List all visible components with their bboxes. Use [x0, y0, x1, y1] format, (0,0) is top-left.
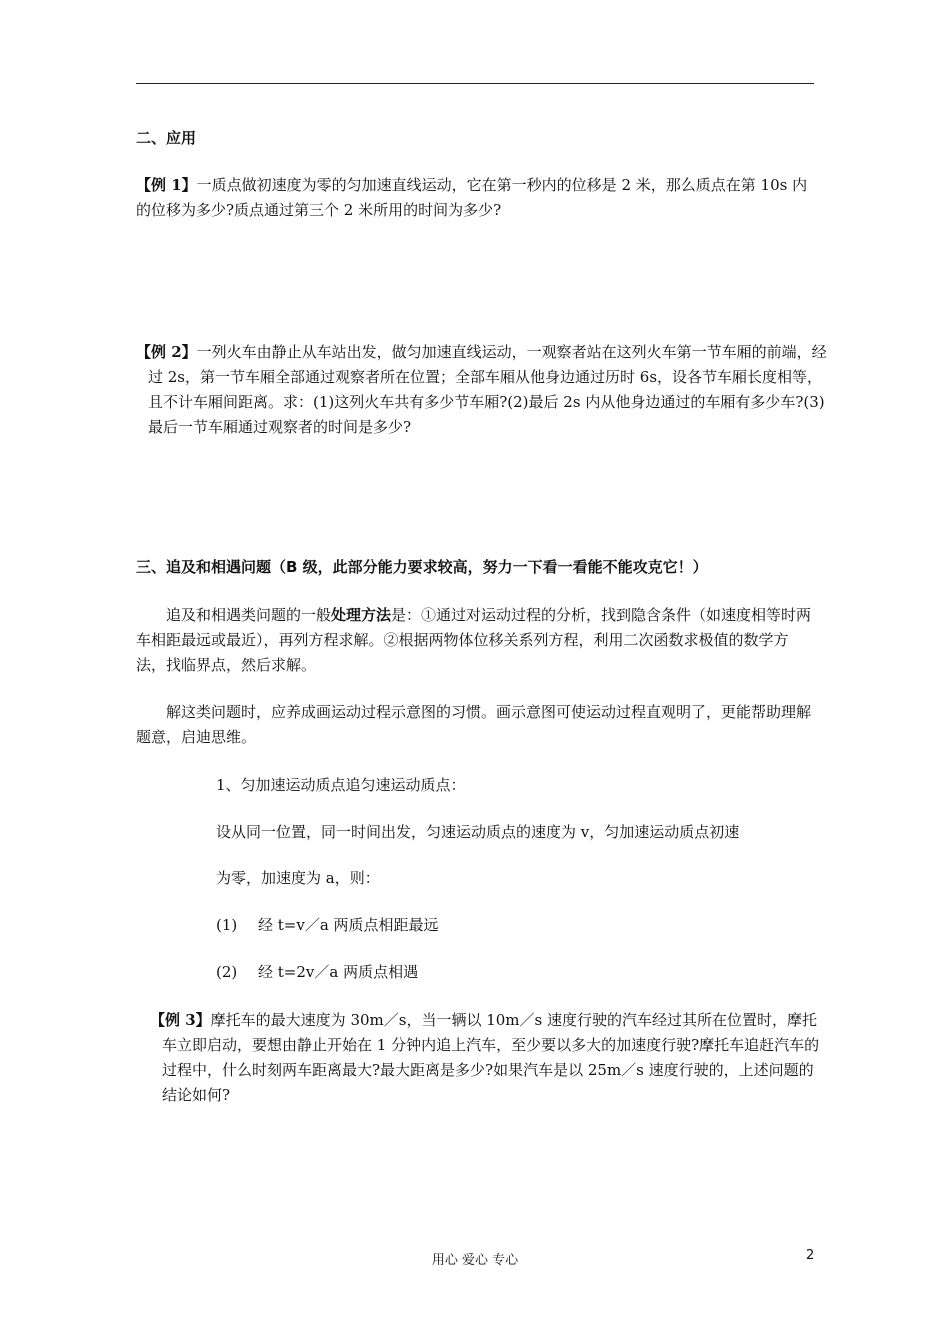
item-1-line-2: 为零，加速度为 a，则： — [216, 869, 380, 887]
example-3-tag: 【例 3】 — [150, 1011, 211, 1029]
section3-heading: 三、追及和相遇问题（B 级，此部分能力要求较高，努力一下看一看能不能攻克它！） — [136, 558, 708, 576]
condition-2 — [216, 960, 418, 985]
diagram-advice-paragraph: 解这类问题时，应养成画运动过程示意图的习惯。画示意图可使运动过程直观明了，更能帮助理解题意，启迪思维。 — [136, 703, 812, 746]
section2-heading: 二、应用 — [136, 129, 197, 147]
item-1-title: 1、匀加速运动质点追匀速运动质点： — [216, 776, 466, 794]
method-text-a: 追及和相遇类问题的一般 — [166, 606, 332, 624]
page-number: 2 — [806, 1248, 815, 1263]
footer-slogan: 用心 爱心 专心 — [431, 1253, 519, 1268]
example-2 — [136, 340, 828, 440]
example-1 — [136, 173, 816, 223]
condition-2-number: (2) — [216, 963, 238, 981]
example-2-text: 一列火车由静止从车站出发，做匀加速直线运动，一观察者站在这列火车第一节车厢的前端，经过 2s，第一节车厢全部通过观察者所在位置；全部车厢从他身边通过历时 6s，设各节车厢长度相等，且不计车厢间距离。求：(1)这列火车共有多少节车厢?(2)最后 2s 内从他身边通过的车厢有多少车?(3)最后一节车厢通过观察者的时间是多少? — [148, 343, 827, 436]
item-1-line-1: 设从同一位置，同一时间出发，匀速运动质点的速度为 v，匀加速运动质点初速 — [216, 823, 740, 841]
method-paragraph — [136, 603, 816, 678]
example-2-tag: 【例 2】 — [136, 343, 197, 361]
example-1-tag: 【例 1】 — [136, 176, 197, 194]
condition-1-text: 经 t=v／a 两质点相距最远 — [258, 916, 439, 934]
condition-2-text: 经 t=2v／a 两质点相遇 — [258, 963, 419, 981]
method-bold: 处理方法 — [331, 606, 392, 624]
example-1-text: 一质点做初速度为零的匀加速直线运动，它在第一秒内的位移是 2 米，那么质点在第 10s 内的位移为多少?质点通过第三个 2 米所用的时间为多少? — [136, 176, 808, 219]
header-rule — [136, 83, 814, 84]
method-text-b: 是：①通过对运动过程的分析，找到隐含条件（如速度相等时两车相距最远或最近），再列方程求解。②根据两物体位移关系列方程，利用二次函数求极值的数学方法，找临界点，然后求解。 — [136, 606, 812, 674]
example-3 — [150, 1008, 828, 1108]
condition-1-number: (1) — [216, 916, 238, 934]
example-3-text: 摩托车的最大速度为 30m／s，当一辆以 10m／s 速度行驶的汽车经过其所在位置时，摩托车立即启动，要想由静止开始在 1 分钟内追上汽车，至少要以多大的加速度行驶?摩托车追赶汽车的过程中，什么时刻两车距离最大?最大距离是多少?如果汽车是以 25m／s 速度行驶的，上述问题的结论如何? — [162, 1011, 820, 1104]
condition-1 — [216, 913, 439, 938]
